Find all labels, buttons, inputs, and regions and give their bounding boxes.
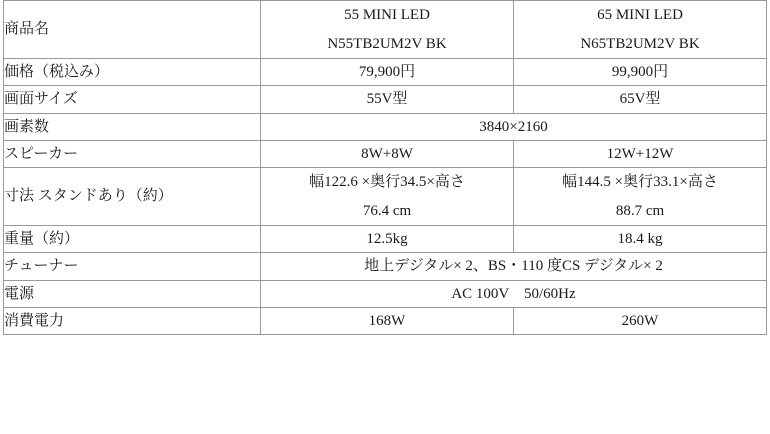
row-value-span: 3840×2160 xyxy=(261,113,767,140)
dimension-line1: 幅122.6 ×奥行34.5×高さ xyxy=(309,174,465,190)
product-name-line1: 55 MINI LED xyxy=(344,7,430,23)
row-value-65: 65V型 xyxy=(514,86,767,113)
table-row xyxy=(4,253,767,280)
dimension-line1: 幅144.5 ×奥行33.1×高さ xyxy=(562,174,718,190)
row-value-55: 12.5kg xyxy=(261,226,514,253)
row-value-55: 79,900円 xyxy=(261,59,514,86)
row-value-65: 99,900円 xyxy=(514,59,767,86)
product-model-line2: N55TB2UM2V BK xyxy=(327,35,447,52)
row-value-65: 260W xyxy=(514,307,767,334)
row-value-55: 168W xyxy=(261,307,514,334)
product-name-line1: 65 MINI LED xyxy=(597,7,683,23)
row-value-55: 8W+8W xyxy=(261,140,514,167)
product-model-line2: N65TB2UM2V BK xyxy=(580,35,700,52)
row-label: 価格（税込み） xyxy=(4,59,261,86)
row-label: スピーカー xyxy=(4,140,261,167)
row-label: 画素数 xyxy=(4,113,261,140)
table-row xyxy=(4,59,767,86)
row-value-65: 18.4 kg xyxy=(514,226,767,253)
row-label: 寸法 スタンドあり（約） xyxy=(4,168,261,226)
dimension-line2: 88.7 cm xyxy=(615,202,665,219)
row-value-55: 55V型 xyxy=(261,86,514,113)
row-value-65 xyxy=(514,168,767,226)
row-label: 重量（約） xyxy=(4,226,261,253)
row-label: 商品名 xyxy=(4,1,261,59)
product-spec-table xyxy=(3,0,767,335)
table-row xyxy=(4,168,767,226)
row-value-65 xyxy=(514,1,767,59)
table-row xyxy=(4,113,767,140)
dimension-line2: 76.4 cm xyxy=(362,202,412,219)
row-value-55 xyxy=(261,168,514,226)
table-row xyxy=(4,140,767,167)
row-label: 消費電力 xyxy=(4,307,261,334)
row-value-55 xyxy=(261,1,514,59)
table-row xyxy=(4,307,767,334)
row-value-span: AC 100V 50/60Hz xyxy=(261,280,767,307)
table-row xyxy=(4,86,767,113)
table-row xyxy=(4,1,767,59)
row-label: 電源 xyxy=(4,280,261,307)
table-row xyxy=(4,280,767,307)
row-value-span: 地上デジタル× 2、BS・110 度CS デジタル× 2 xyxy=(261,253,767,280)
table-row xyxy=(4,226,767,253)
row-label: チューナー xyxy=(4,253,261,280)
row-value-65: 12W+12W xyxy=(514,140,767,167)
row-label: 画面サイズ xyxy=(4,86,261,113)
